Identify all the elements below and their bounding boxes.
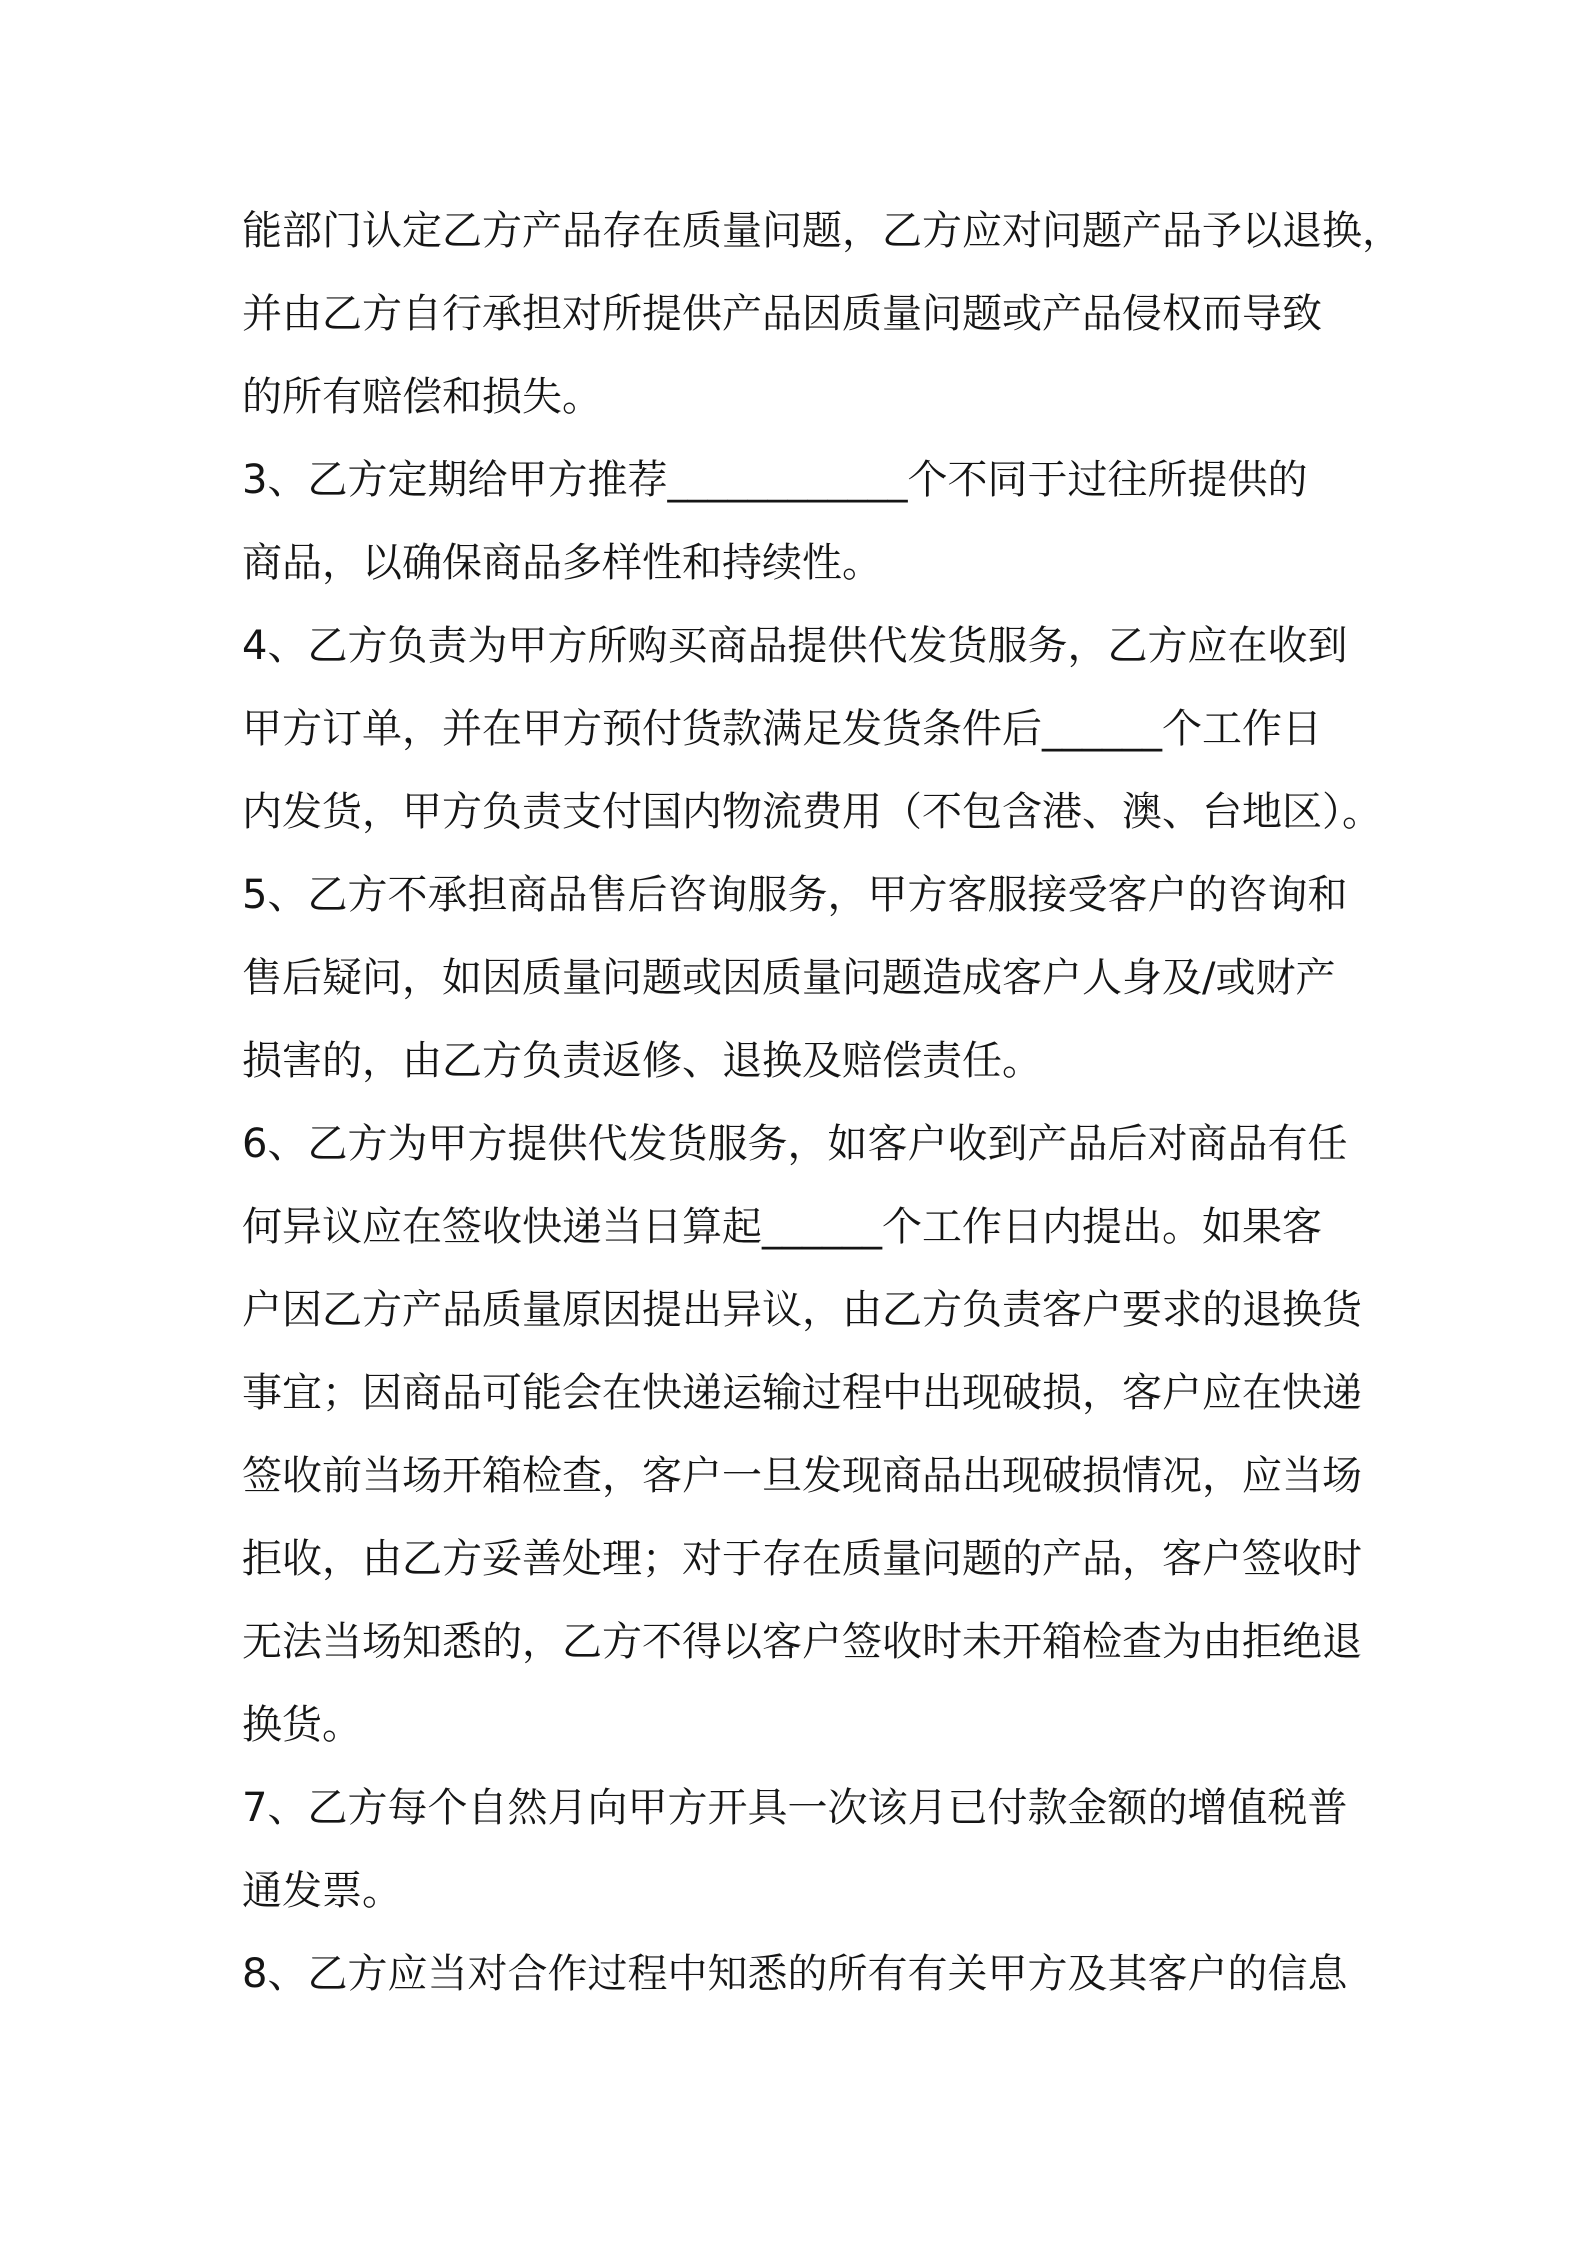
text-line: 事宜；因商品可能会在快递运输过程中出现破损，客户应在快递 [242, 1370, 1362, 1416]
text-line: 的所有赔偿和损失。 [242, 374, 602, 420]
text-line: 换货。 [242, 1702, 362, 1748]
text-line: 8、乙方应当对合作过程中知悉的所有有关甲方及其客户的信息 [242, 1951, 1348, 1997]
text-line: 5、乙方不承担商品售后咨询服务，甲方客服接受客户的咨询和 [242, 872, 1348, 918]
text-line: 签收前当场开箱检查，客户一旦发现商品出现破损情况，应当场 [242, 1453, 1362, 1499]
text-line: 户因乙方产品质量原因提出异议，由乙方负责客户要求的退换货 [242, 1287, 1362, 1333]
text-line: 何异议应在签收快递当日算起______个工作日内提出。如果客 [242, 1204, 1322, 1250]
text-line: 售后疑问，如因质量问题或因质量问题造成客户人身及/或财产 [242, 955, 1336, 1001]
text-line: 4、乙方负责为甲方所购买商品提供代发货服务，乙方应在收到 [242, 623, 1348, 669]
text-line: 6、乙方为甲方提供代发货服务，如客户收到产品后对商品有任 [242, 1121, 1348, 1167]
text-line: 甲方订单，并在甲方预付货款满足发货条件后______个工作日 [242, 706, 1322, 752]
text-line: 拒收，由乙方妥善处理；对于存在质量问题的产品，客户签收时 [242, 1536, 1362, 1582]
text-line: 商品，以确保商品多样性和持续性。 [242, 540, 882, 586]
text-line: 7、乙方每个自然月向甲方开具一次该月已付款金额的增值税普 [242, 1785, 1348, 1831]
text-line: 通发票。 [242, 1868, 402, 1914]
text-line: 能部门认定乙方产品存在质量问题，乙方应对问题产品予以退换， [242, 208, 1402, 254]
text-line: 损害的，由乙方负责返修、退换及赔偿责任。 [242, 1038, 1042, 1084]
text-line: 无法当场知悉的，乙方不得以客户签收时未开箱检查为由拒绝退 [242, 1619, 1362, 1665]
text-line: 内发货，甲方负责支付国内物流费用（不包含港、澳、台地区）。 [242, 789, 1382, 835]
text-line: 3、乙方定期给甲方推荐____________个不同于过往所提供的 [242, 457, 1308, 503]
text-line: 并由乙方自行承担对所提供产品因质量问题或产品侵权而导致 [242, 291, 1322, 337]
